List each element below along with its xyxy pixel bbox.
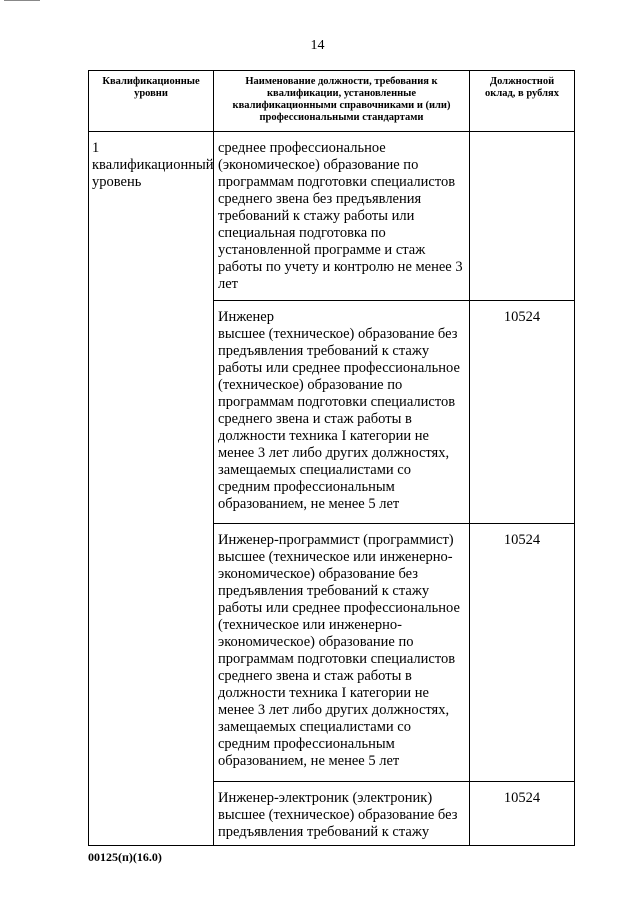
- position-requirements: среднее профессиональное (экономическое) образование по программам подготовки специалистов среднего звена без предъявления требований к стажу работы или специальная подготовка по установленной программе и стаж работы по учету и контролю не менее 3 лет: [218, 140, 463, 292]
- salary-cell: 10524: [470, 782, 575, 846]
- position-requirements: высшее (техническое) образование без предъявления требований к стажу: [218, 807, 458, 840]
- table-header-row: [89, 71, 575, 132]
- salary-cell: [470, 132, 575, 301]
- position-requirements: высшее (техническое или инженерно-экономическое) образование без предъявления требований к стажу работы или среднее профессиональное (техническое или инженерно-экономическое) образование по программам подготовки специалистов среднего звена и стаж работы в должности техника I категории не менее 3 лет либо других должностях, замещаемых специалистами со средним профессиональным образованием, не менее 5 лет: [218, 549, 460, 769]
- position-title: Инженер-программист (программист): [218, 532, 454, 548]
- salary-cell: 10524: [470, 301, 575, 524]
- salary-cell: 10524: [470, 524, 575, 782]
- qualification-level-cell: [89, 132, 214, 846]
- position-cell: [214, 782, 470, 846]
- position-title: Инженер-электроник (электроник): [218, 790, 433, 806]
- scan-corner-mark: [4, 0, 40, 1]
- qualification-level-label: 1 квалификационный уровень: [92, 140, 214, 190]
- position-cell: [214, 524, 470, 782]
- header-salary: Должностной оклад, в рублях: [470, 71, 575, 132]
- page-number: 14: [310, 38, 325, 53]
- position-cell: [214, 132, 470, 301]
- document-code: 00125(п)(16.0): [88, 850, 162, 864]
- header-qualification-levels: Квалификационные уровни: [89, 71, 214, 132]
- position-cell: [214, 301, 470, 524]
- position-title: Инженер: [218, 309, 274, 325]
- header-position-requirements: Наименование должности, требования к квалификации, установленные квалификационными справочниками и (или) профессиональными стандартами: [214, 71, 470, 132]
- table-row: [89, 132, 575, 301]
- qualification-table: [88, 70, 575, 846]
- position-requirements: высшее (техническое) образование без предъявления требований к стажу работы или среднее профессиональное (техническое) образование по программам подготовки специалистов среднего звена и стаж работы в должности техника I категории не менее 3 лет либо других должностях, замещаемых специалистами со средним профессиональным образованием, не менее 5 лет: [218, 326, 460, 512]
